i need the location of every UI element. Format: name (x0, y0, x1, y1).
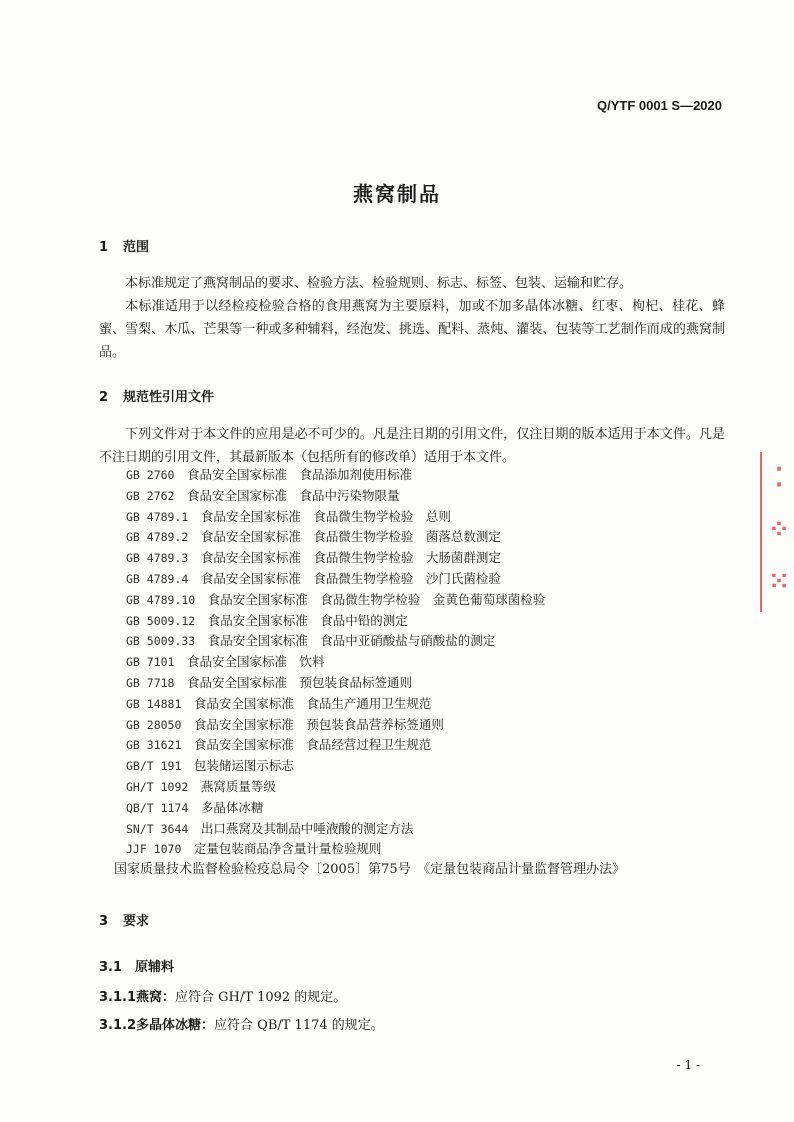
reference-item (126, 569, 625, 590)
reference-item (126, 631, 625, 652)
clause-text: 应符合 GH/T 1092 的规定。 (175, 990, 347, 1005)
reference-item (126, 839, 625, 860)
reference-title: 食品安全国家标准 饮料 (186, 654, 325, 670)
reference-code: QB/T 1174 (126, 800, 189, 815)
page-number: - 1 - (676, 1058, 700, 1072)
reference-title: 食品安全国家标准 食品中铅的测定 (207, 612, 408, 628)
reference-code: GB 5009.12 (126, 613, 196, 628)
reference-item (126, 673, 625, 694)
reference-code: GB 4789.1 (126, 509, 189, 524)
reference-title: 定量包装商品净含量计量检验规则 (193, 841, 382, 857)
section-1-body (99, 272, 725, 364)
subsection-title: 原辅料 (135, 960, 175, 975)
subsection-number: 3.1 (99, 960, 123, 975)
reference-title: 食品安全国家标准 预包装食品营养标签通则 (193, 716, 444, 732)
reference-list (114, 465, 626, 881)
reference-code: GB 4789.4 (126, 571, 189, 586)
section-title: 规范性引用文件 (123, 390, 215, 405)
reference-title: 食品安全国家标准 食品中亚硝酸盐与硝酸盐的测定 (207, 633, 496, 649)
reference-item (126, 777, 625, 798)
section-title: 范围 (123, 240, 150, 255)
reference-title: 食品安全国家标准 食品微生物学检验 大肠菌群测定 (200, 550, 501, 566)
reference-title: 食品安全国家标准 食品生产通用卫生规范 (193, 695, 432, 711)
section-1-heading (99, 236, 149, 255)
reference-code: JJF 1070 (126, 842, 182, 857)
standard-code: Q/YTF 0001 S—2020 (596, 98, 722, 113)
clause-3-1-1 (99, 986, 346, 1005)
reference-item (126, 735, 625, 756)
reference-title: 食品安全国家标准 食品微生物学检验 金黄色葡萄球菌检验 (207, 591, 546, 607)
clause-label: 多晶体冰糖： (136, 1018, 215, 1033)
reference-item (126, 465, 625, 486)
paragraph: 本标准规定了燕窝制品的要求、检验方法、检验规则、标志、标签、包装、运输和贮存。 (125, 276, 633, 291)
reference-item (126, 819, 625, 840)
reference-code: GB 28050 (126, 717, 182, 732)
section-number: 1 (99, 240, 109, 255)
reference-code: GB 4789.3 (126, 551, 189, 566)
reference-title: 食品安全国家标准 预包装食品标签通则 (186, 674, 412, 690)
reference-code: GB 7718 (126, 675, 175, 690)
reference-item (126, 715, 625, 736)
clause-number: 3.1.2 (99, 1018, 137, 1033)
reference-code: GH/T 1092 (126, 779, 189, 794)
reference-item (126, 798, 625, 819)
reference-title: 多晶体冰糖 (200, 799, 264, 815)
section-3-heading (99, 910, 149, 929)
reference-code: GB 31621 (126, 738, 182, 753)
reference-title: 燕窝质量等级 (200, 778, 276, 794)
reference-item (126, 507, 625, 528)
reference-item-decree: 国家质量技术监督检验检疫总局令〔2005〕第75号 《定量包装商品计量监督管理办法》 (114, 862, 626, 878)
reference-code: GB 4789.10 (126, 592, 196, 607)
reference-code: GB 4789.2 (126, 530, 189, 545)
reference-code: GB 7101 (126, 655, 175, 670)
reference-item (126, 527, 625, 548)
reference-code: GB 2760 (126, 468, 175, 482)
reference-title: 食品安全国家标准 食品微生物学检验 沙门氏菌检验 (200, 570, 501, 586)
reference-title: 食品安全国家标准 食品微生物学检验 总则 (200, 508, 451, 524)
reference-item (126, 486, 625, 507)
paragraph: 下列文件对于本文件的应用是必不可少的。凡是注日期的引用文件，仅注日期的版本适用于本文件。凡是不注日期的引用文件，其最新版本（包括所有的修改单）适用于本文件。 (99, 427, 725, 465)
reference-title: 食品安全国家标准 食品添加剂使用标准 (186, 467, 412, 482)
reference-title: 出口燕窝及其制品中唾液酸的测定方法 (200, 820, 414, 836)
section-number: 3 (99, 914, 109, 929)
section-title: 要求 (123, 914, 150, 929)
clause-text: 应符合 QB/T 1174 的规定。 (214, 1018, 384, 1033)
paragraph: 本标准适用于以经检疫检验合格的食用燕窝为主要原料，加或不加多晶体冰糖、红枣、枸杞、桂花、蜂蜜、雪梨、木瓜、芒果等一种或多种辅料，经泡发、挑选、配料、蒸炖、灌装、包装等工艺制作而成的燕窝制品。 (99, 299, 725, 360)
subsection-3-1-heading (99, 956, 174, 975)
reference-code: GB 5009.33 (126, 634, 196, 649)
clause-label: 燕窝： (136, 990, 176, 1005)
reference-title: 包装储运图示标志 (193, 758, 294, 774)
reference-item (126, 590, 625, 611)
reference-item (126, 756, 625, 777)
reference-code: GB/T 191 (126, 759, 182, 774)
reference-title: 食品安全国家标准 食品经营过程卫生规范 (193, 737, 432, 753)
reference-title: 食品安全国家标准 食品微生物学检验 菌落总数测定 (200, 529, 501, 545)
reference-item (126, 652, 625, 673)
section-number: 2 (99, 390, 109, 405)
clause-3-1-2 (99, 1014, 384, 1033)
reference-code: GB 2762 (126, 488, 175, 503)
reference-title: 食品安全国家标准 食品中污染物限量 (186, 487, 400, 503)
reference-code: SN/T 3644 (126, 821, 189, 836)
clause-number: 3.1.1 (99, 990, 137, 1005)
section-2-intro (99, 423, 725, 469)
reference-item (126, 611, 625, 632)
seal-stamp-fragment: ⁚ ⁘ ⁙ (760, 452, 794, 612)
reference-item (126, 548, 625, 569)
reference-code: GB 14881 (126, 696, 182, 711)
section-2-heading (99, 386, 214, 405)
reference-item (126, 694, 625, 715)
document-title: 燕窝制品 (353, 182, 441, 206)
